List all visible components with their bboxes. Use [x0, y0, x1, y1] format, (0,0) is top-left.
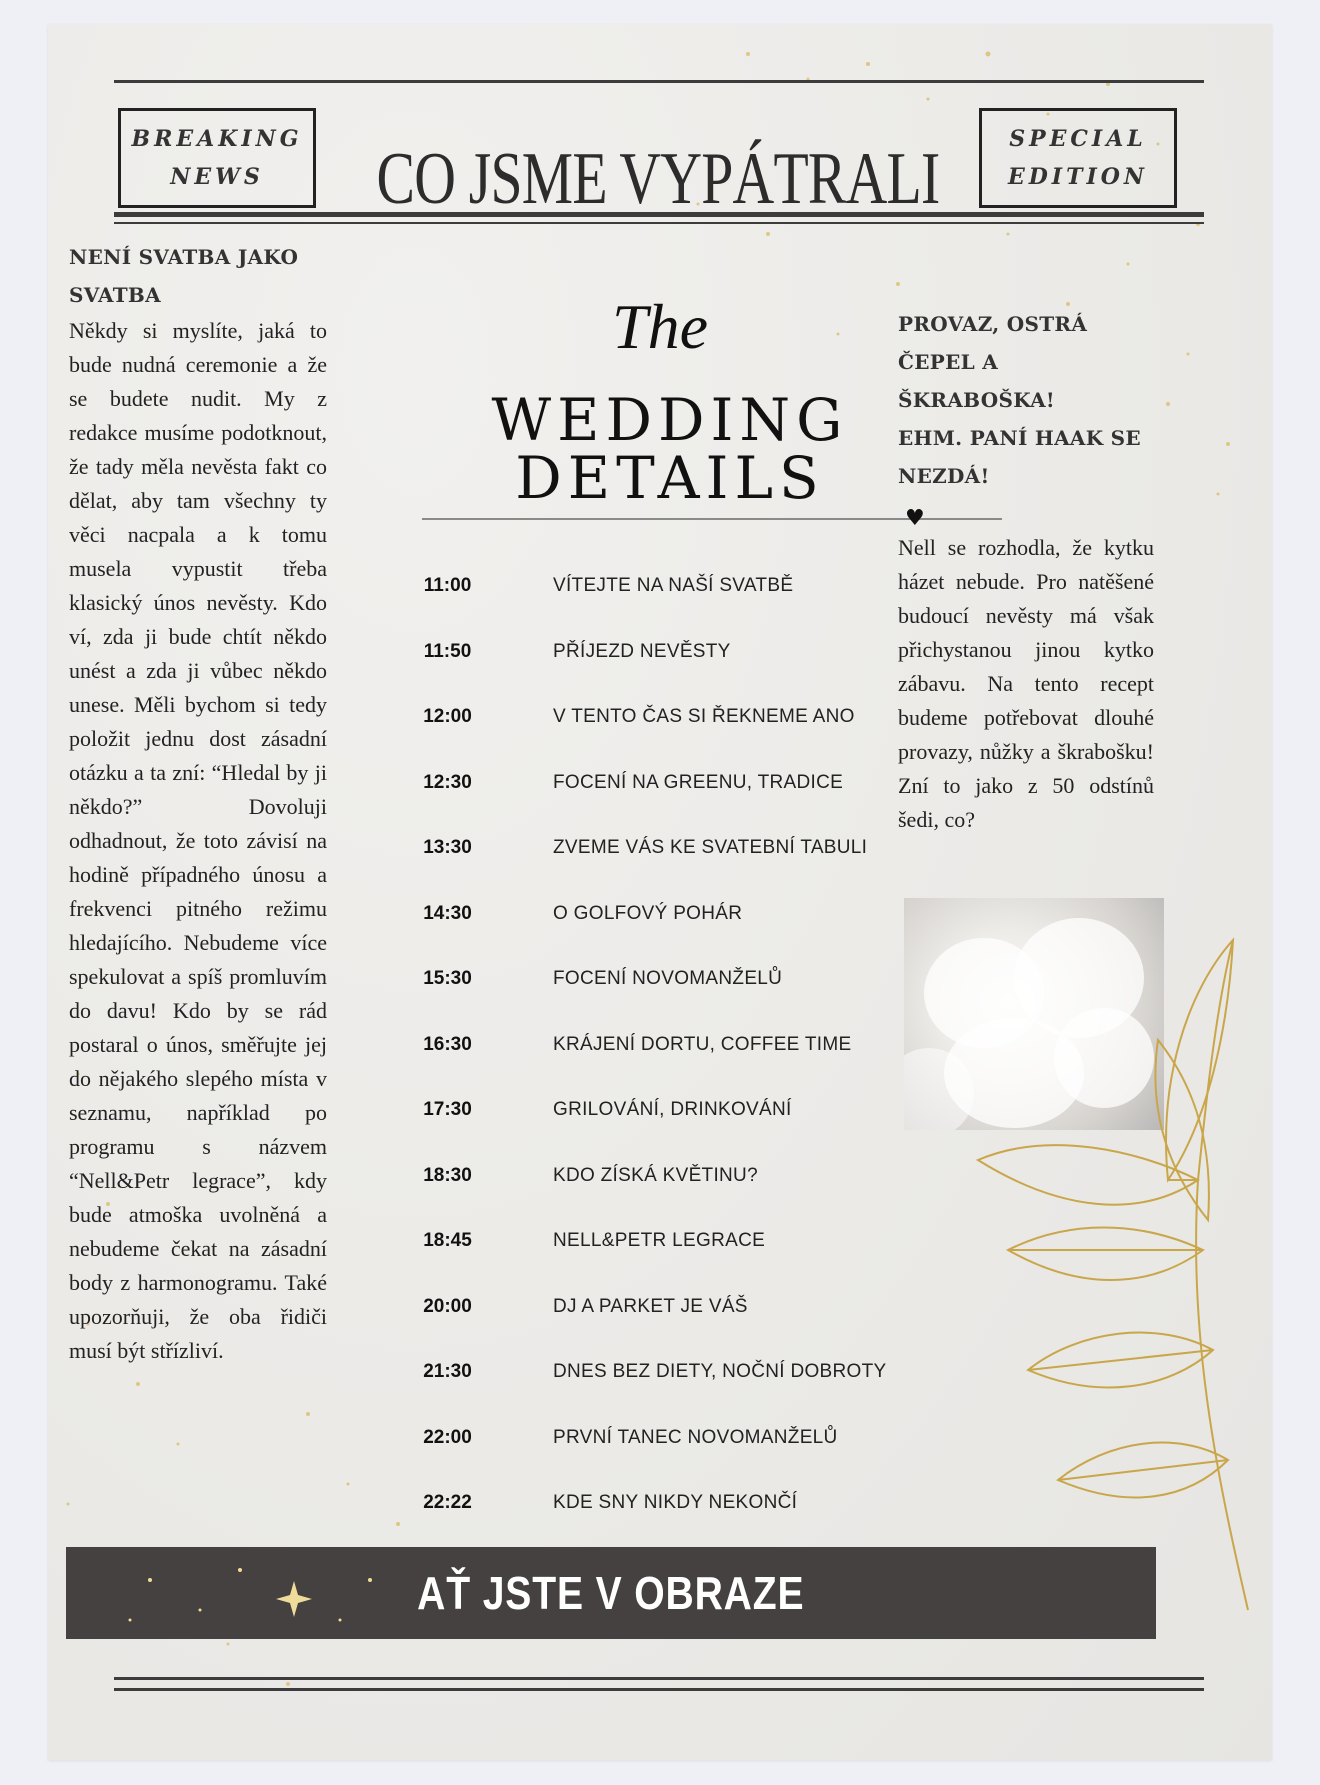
right-article-heading — [898, 305, 1154, 495]
schedule-event: FOCENÍ NA GREENU, TRADICE — [553, 771, 844, 793]
right-heading-line3: ŠKRABOŠKA! — [898, 388, 1055, 412]
gold-leaf-illustration — [918, 920, 1278, 1620]
script-title-the: The — [612, 291, 708, 362]
schedule-event: KDE SNY NIKDY NEKONČÍ — [553, 1492, 798, 1513]
schedule-time: 12:00 — [423, 706, 472, 727]
schedule-row — [410, 817, 930, 883]
details-title: DETAILS — [515, 444, 825, 512]
banner-text: AŤ JSTE V OBRAZE — [417, 1567, 805, 1619]
top-rule — [114, 80, 1204, 83]
schedule-row — [410, 1079, 930, 1145]
left-article — [69, 238, 327, 1368]
right-heading-line5: NEZDÁ! — [898, 464, 990, 488]
wedding-title: WEDDING — [491, 386, 849, 454]
schedule-time: 12:30 — [423, 771, 472, 793]
schedule-time: 20:00 — [423, 1295, 472, 1317]
left-heading-line2: SVATBA — [69, 283, 161, 307]
schedule-event: DNES BEZ DIETY, NOČNÍ DOBROTY — [553, 1361, 887, 1382]
schedule-event: O GOLFOVÝ POHÁR — [553, 902, 743, 924]
schedule-event: NELL&PETR LEGRACE — [553, 1230, 766, 1251]
schedule-time: 14:30 — [423, 902, 472, 924]
schedule-time: 15:30 — [423, 968, 472, 989]
schedule-time: 22:22 — [423, 1492, 472, 1513]
bottom-rule-2 — [114, 1688, 1204, 1691]
schedule-time: 17:30 — [423, 1099, 472, 1120]
schedule-row — [410, 555, 930, 621]
schedule-event: PŘÍJEZD NEVĚSTY — [553, 640, 731, 662]
schedule-time: 21:30 — [423, 1361, 472, 1382]
schedule-row — [410, 621, 930, 687]
schedule-time: 18:45 — [423, 1230, 472, 1251]
schedule-event: DJ A PARKET JE VÁŠ — [553, 1295, 748, 1317]
banner-sparkles — [110, 1550, 410, 1640]
right-heading-line1: PROVAZ, OSTRÁ — [898, 312, 1088, 336]
right-article — [898, 305, 1154, 837]
schedule-event: V TENTO ČAS SI ŘEKNEME ANO — [553, 706, 855, 727]
schedule-event: KDO ZÍSKÁ KVĚTINU? — [553, 1164, 758, 1186]
schedule-event: VÍTEJTE NA NAŠÍ SVATBĚ — [553, 575, 794, 596]
schedule-row — [410, 1014, 930, 1080]
schedule-time: 22:00 — [423, 1426, 472, 1448]
left-article-body: Někdy si myslíte, jaká to bude nudná ceremonie a že se budete nudit. My z redakce musíme podotknout, že tady měla nevěsta fakt co dělat, aby tam všechny ty věci nacpala a k tomu musela vypustit třeba klasický únos nevěsty. Kdo ví, zda ji bude chtít někdo unést a zda ji vůbec někdo unese. Měli bychom si tedy položit jednu dost zásadní otázku a ta zní: “Hledal by ji někdo?” Dovoluji odhadnout, že toto závisí na hodině případného únosu a frekvenci pitného režimu hledajícího. Nebudeme více spekulovat a spíš promluvím do davu! Kdo by se rád postaral o únos, směřujte jej do nějakého slepého místa v seznamu, například po programu s názvem “Nell&Petr legrace”, kdy bude atmoška uvolněná a nebudeme čekat na zásadní body z harmonogramu. Také upozorňuji, že oba řidiči musí být střízliví. — [69, 318, 327, 1363]
left-heading-line1: NENÍ SVATBA JAKO — [69, 245, 299, 269]
schedule-event: PRVNÍ TANEC NOVOMANŽELŮ — [553, 1426, 838, 1448]
schedule-row — [410, 1472, 930, 1538]
schedule-row — [410, 883, 930, 949]
masthead-title: CO JSME VYPÁTRALI — [376, 137, 940, 220]
schedule-event: FOCENÍ NOVOMANŽELŮ — [553, 968, 783, 989]
schedule-row — [410, 1210, 930, 1276]
schedule-row — [410, 948, 930, 1014]
heart-icon: ♥ — [905, 506, 925, 531]
schedule-row — [410, 1341, 930, 1407]
schedule-event: GRILOVÁNÍ, DRINKOVÁNÍ — [553, 1099, 792, 1120]
schedule-time: 16:30 — [423, 1033, 472, 1055]
schedule-row — [410, 752, 930, 818]
schedule-event: ZVEME VÁS KE SVATEBNÍ TABULI — [553, 837, 868, 858]
right-article-body: Nell se rozhodla, že kytku házet nebude. Pro natěšené budoucí nevěsty má však přichystanou jinou kytko zábavu. Na tento recept budeme potřebovat dlouhé provazy, nůžky a škrabošku! Zní to jako z 50 odstínů šedi, co? — [898, 535, 1154, 832]
special-edition-line1: SPECIAL — [1009, 126, 1147, 152]
schedule-event: KRÁJENÍ DORTU, COFFEE TIME — [553, 1033, 852, 1055]
breaking-news-line2: NEWS — [170, 164, 264, 190]
schedule-time: 11:00 — [423, 575, 472, 596]
schedule-time: 13:30 — [423, 837, 472, 858]
schedule-time: 11:50 — [423, 640, 472, 662]
right-heading-line4: EHM. PANÍ HAAK SE — [898, 426, 1141, 450]
left-article-heading — [69, 238, 327, 314]
schedule-row — [410, 1407, 930, 1473]
wedding-schedule — [410, 555, 930, 1538]
bottom-rule-1 — [114, 1677, 1204, 1680]
right-heading-line2: ČEPEL A — [898, 350, 999, 374]
schedule-row — [410, 1276, 930, 1342]
special-edition-box — [979, 108, 1177, 208]
special-edition-line2: EDITION — [1007, 164, 1149, 190]
schedule-time: 18:30 — [423, 1164, 472, 1186]
schedule-row — [410, 1145, 930, 1211]
breaking-news-line1: BREAKING — [131, 126, 303, 152]
breaking-news-box — [118, 108, 316, 208]
schedule-row — [410, 686, 930, 752]
